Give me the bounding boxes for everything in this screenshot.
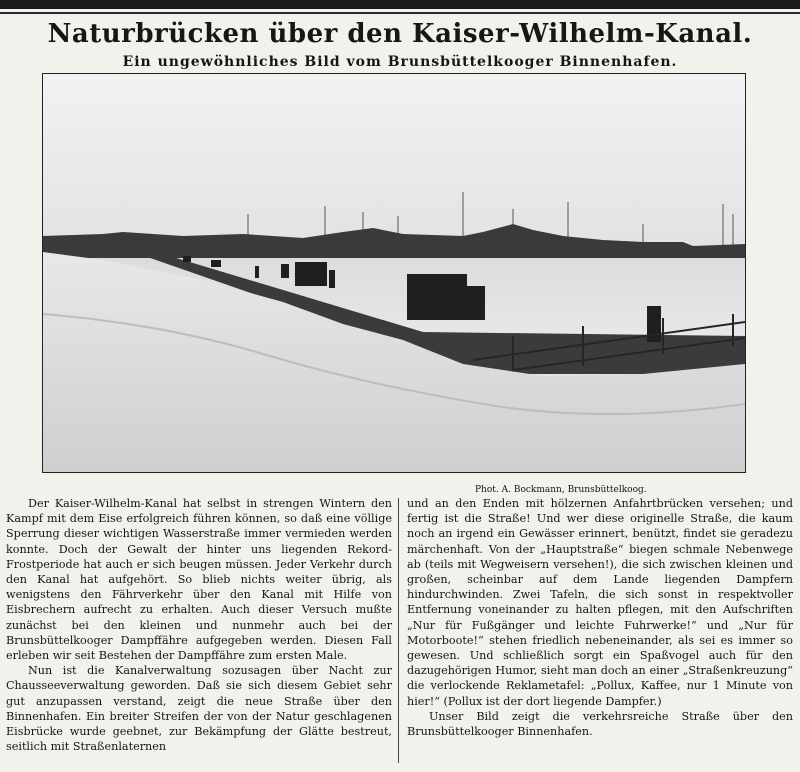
article-paragraph: Unser Bild zeigt die verkehrsreiche Straße über den Brunsbüttelkooger Binnenhafen. [407,709,793,739]
article-column-left [6,496,392,754]
column-divider [398,498,399,763]
article-paragraph: und an den Enden mit hölzernen Anfahrtbrücken versehen; und fertig ist die Straße! Und wer diese originelle Straße, die kaum noch an irgend ein Gewässer erinnert, benützt, findet sie geradezu märchenhaft. Von der „Hauptstraße“ biegen schmale Nebenwege ab (teils mit Wegweisern versehen!), die sich zwischen kleinen und großen, scheinbar auf dem Lande liegenden Dampfern hindurchwinden. Zwei Tafeln, die sich sonst in respektvoller Entfernung voneinander zu halten pflegen, mit den Aufschriften „Nur für Fußgänger und leichte Fuhrwerke!“ und „Nur für Motorboote!“ stehen friedlich nebeneinander, als sei es immer so gewesen. Und schließlich sorgt ein Spaßvogel auch für den dazugehörigen Humor, sieht man doch an einer „Straßenkreuzung“ die verlockende Reklametafel: „Pollux, Kaffee, nur 1 Minute von hier!“ (Pollux ist der dort liegende Dampfer.) [407,497,793,708]
article-paragraph: Der Kaiser-Wilhelm-Kanal hat selbst in strengen Wintern den Kampf mit dem Eise erfolgreich führen können, so daß eine völlige Sperrung dieser wichtigen Wasserstraße immer vermieden werden konnte. Doch der Gewalt der hinter uns liegenden Rekord-Frostperiode hat auch er sich beugen müssen. Jeder Verkehr durch den Kanal hat aufgehört. So blieb nichts weiter übrig, als wenigstens den Fährverkehr über den Kanal mit Hilfe von Eisbrechern aufrecht zu erhalten. Auch dieser Versuch mußte zunächst bei den kleinen und nunmehr auch bei der Brunsbüttelkooger Dampffähre aufgegeben werden. Diesen Fall erleben wir seit Bestehen der Dampffähre zum ersten Male. [6,497,392,663]
top-rule [0,0,800,9]
harbor-photo-illustration [43,74,745,472]
article-paragraph: Nun ist die Kanalverwaltung sozusagen über Nacht zur Chausseeverwaltung geworden. Daß sie sich diesem Gebiet sehr gut anzupassen verstand, zeigt die neue Straße über den Binnenhafen. Ein breiter Streifen der von der Natur geschlagenen Eisbrücke wurde geebnet, zur Bekämpfung der Glätte bestreut, seitlich mit Straßenlaternen [6,664,392,754]
sky [43,74,745,254]
article-subheadline: Ein ungewöhnliches Bild vom Brunsbüttelkooger Binnenhafen. [122,54,678,70]
article-headline: Naturbrücken über den Kaiser-Wilhelm-Kanal. [47,19,753,49]
article-photo [42,73,746,473]
photo-caption: Phot. A. Bockmann, Brunsbüttelkoog. [475,485,647,495]
article-column-right [407,496,793,739]
